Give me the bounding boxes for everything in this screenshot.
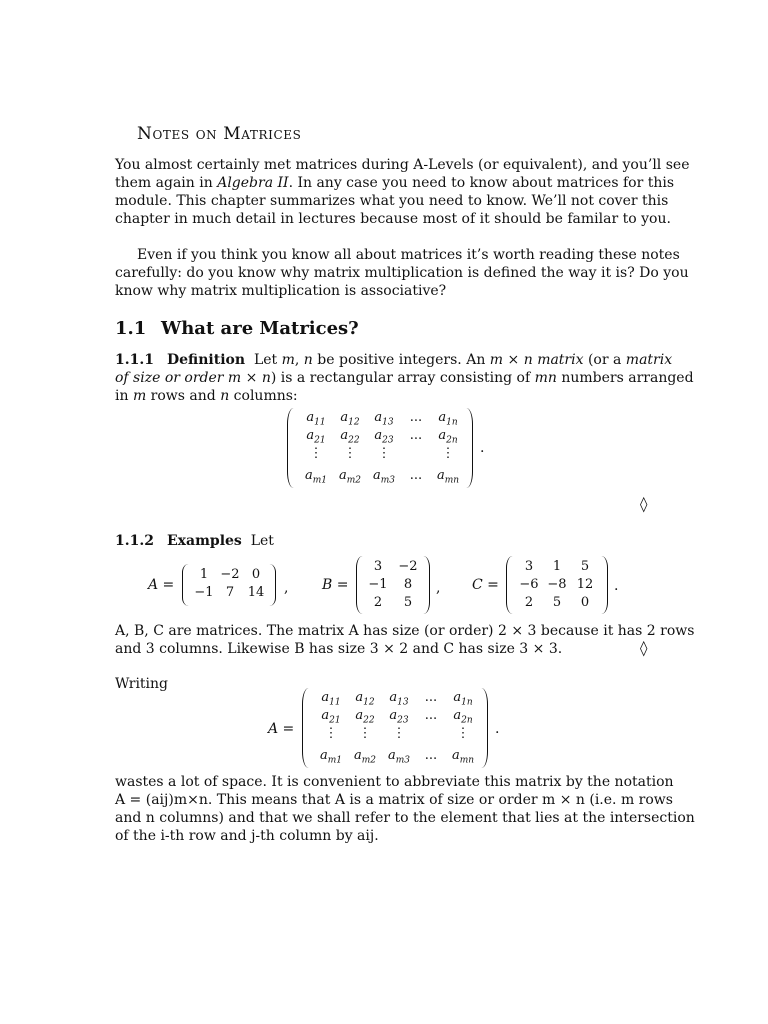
matrix-cell: $a_{m3}$ <box>387 748 411 766</box>
writing-matrix <box>302 688 488 768</box>
matrix-a-label: A = <box>148 577 175 593</box>
matrix-cell: $a_{13}$ <box>374 410 394 428</box>
matrix-cell: $a_{1n}$ <box>453 690 473 708</box>
examples-text-2: and 3 columns. Likewise B has size 3 × 2 and C has size 3 × 3. <box>115 641 563 657</box>
matrix-cell: ⋮ <box>377 446 391 461</box>
writing-matrix-label: A = <box>268 721 295 737</box>
intro-line-4: chapter in much detail in lectures because most of it should be familar to you. <box>115 211 671 227</box>
matrix-cell: 7 <box>225 585 235 600</box>
matrix-cell: $a_{21}$ <box>306 428 326 446</box>
matrix-cell: −2 <box>398 559 418 574</box>
matrix-cell: 0 <box>251 567 261 582</box>
page-title: Notes on Matrices <box>137 124 302 144</box>
matrix-cell: $a_{11}$ <box>306 410 326 428</box>
intro-line-1: You almost certainly met matrices during A-Levels (or equivalent), and you’ll see <box>115 157 690 173</box>
para2-line-2: carefully: do you know why matrix multiplication is defined the way it is? Do you <box>115 265 689 281</box>
matrix-b <box>356 556 430 614</box>
matrix-cell: $a_{11}$ <box>321 690 341 708</box>
matrix-cell: −1 <box>194 585 214 600</box>
matrix-cell: ⋮ <box>309 446 323 461</box>
matrix-c-period: . <box>614 578 619 594</box>
para2-line-3: know why matrix multiplication is associative? <box>115 283 447 299</box>
matrix-cell: $a_{m2}$ <box>353 748 377 766</box>
para2-line-1: Even if you think you know all about matrices it’s worth reading these notes <box>137 247 680 263</box>
definition-line-1: 1.1.1 Definition Let m, n be positive integers. An m × n matrix (or a matrix <box>115 352 673 368</box>
matrix-cell: $a_{22}$ <box>340 428 360 446</box>
end-of-definition-mark: ◊ <box>640 495 648 513</box>
matrix-cell: ⋮ <box>392 726 406 741</box>
matrix-cell: $a_{22}$ <box>355 708 375 726</box>
matrix-cell: ... <box>409 428 423 443</box>
examples-heading: 1.1.2 Examples Let <box>115 533 274 549</box>
matrix-cell: $a_{2n}$ <box>438 428 458 446</box>
matrix-b-comma: , <box>436 580 441 596</box>
matrix-cell: ⋮ <box>441 446 455 461</box>
matrix-cell: 1 <box>552 559 562 574</box>
matrix-period: . <box>480 440 485 456</box>
writing-matrix-period: . <box>495 721 500 737</box>
matrix-cell: ⋮ <box>456 726 470 741</box>
matrix-cell: 8 <box>403 577 413 592</box>
matrix-cell: $a_{m3}$ <box>372 468 396 486</box>
matrix-cell: ⋮ <box>324 726 338 741</box>
matrix-cell: 5 <box>552 595 562 610</box>
closing-line-4: of the i-th row and j-th column by aij. <box>115 828 379 844</box>
writing-lead: Writing <box>115 676 169 692</box>
intro-line-3: module. This chapter summarizes what you need to know. We’ll not cover this <box>115 193 669 209</box>
matrix-cell: 3 <box>524 559 534 574</box>
matrix-cell: 0 <box>580 595 590 610</box>
matrix-cell: $a_{21}$ <box>321 708 341 726</box>
matrix-cell: $a_{m2}$ <box>338 468 362 486</box>
matrix-cell: ... <box>424 708 438 723</box>
intro-line-2: them again in Algebra II. In any case you need to know about matrices for this <box>115 175 675 191</box>
matrix-cell: 3 <box>373 559 383 574</box>
matrix-cell: $a_{2n}$ <box>453 708 473 726</box>
matrix-cell: ... <box>409 410 423 425</box>
matrix-cell: 5 <box>403 595 413 610</box>
section-heading: 1.1 What are Matrices? <box>115 318 359 339</box>
matrix-c <box>506 556 608 614</box>
matrix-cell: ... <box>424 690 438 705</box>
matrix-cell: $a_{23}$ <box>374 428 394 446</box>
matrix-cell: $a_{1n}$ <box>438 410 458 428</box>
matrix-cell: $a_{mn}$ <box>436 468 460 486</box>
matrix-cell: 1 <box>199 567 209 582</box>
general-matrix <box>287 408 473 488</box>
matrix-cell: $a_{23}$ <box>389 708 409 726</box>
closing-line-2: A = (aij)m×n. This means that A is a matrix of size or order m × n (i.e. m rows <box>115 792 673 808</box>
matrix-cell: $a_{m1}$ <box>319 748 343 766</box>
matrix-cell: ⋮ <box>358 726 372 741</box>
matrix-cell: −8 <box>547 577 567 592</box>
matrix-cell: 14 <box>247 585 265 600</box>
examples-text-1: A, B, C are matrices. The matrix A has size (or order) 2 × 3 because it has 2 rows <box>115 623 695 639</box>
matrix-cell: ... <box>409 468 423 483</box>
matrix-a-comma: , <box>284 580 289 596</box>
matrix-b-label: B = <box>322 577 349 593</box>
matrix-cell: $a_{13}$ <box>389 690 409 708</box>
matrix-cell: 12 <box>576 577 594 592</box>
matrix-cell: $a_{m1}$ <box>304 468 328 486</box>
closing-line-1: wastes a lot of space. It is convenient to abbreviate this matrix by the notation <box>115 774 674 790</box>
matrix-a <box>182 564 276 606</box>
matrix-cell: −2 <box>220 567 240 582</box>
matrix-cell: −6 <box>519 577 539 592</box>
closing-line-3: and n columns) and that we shall refer to the element that lies at the intersection <box>115 810 695 826</box>
matrix-cell: 2 <box>373 595 383 610</box>
matrix-c-label: C = <box>472 577 499 593</box>
end-of-examples-mark: ◊ <box>640 639 648 657</box>
definition-line-3: in m rows and n columns: <box>115 388 298 404</box>
matrix-cell: $a_{mn}$ <box>451 748 475 766</box>
matrix-cell: ... <box>424 748 438 763</box>
matrix-cell: 5 <box>580 559 590 574</box>
definition-line-2: of size or order m × n) is a rectangular array consisting of mn numbers arranged <box>115 370 694 386</box>
matrix-cell: −1 <box>368 577 388 592</box>
matrix-cell: 2 <box>524 595 534 610</box>
matrix-cell: $a_{12}$ <box>355 690 375 708</box>
matrix-cell: ⋮ <box>343 446 357 461</box>
matrix-cell: $a_{12}$ <box>340 410 360 428</box>
